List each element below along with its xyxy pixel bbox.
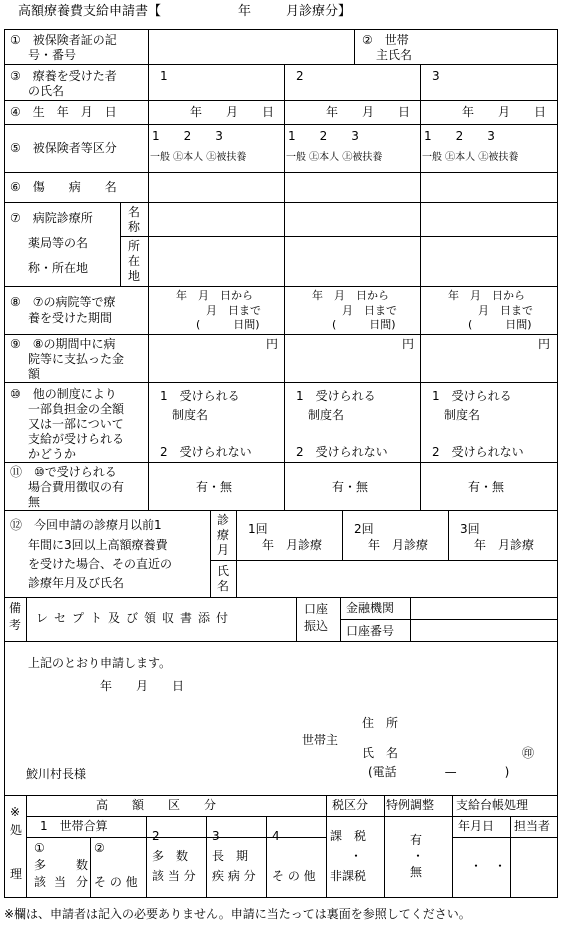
seal-mark: ㊞ [522, 746, 535, 760]
history-label: ⑫ 今回申請の診療月以前1 [10, 518, 162, 532]
account-transfer-label: 口座 [304, 602, 329, 616]
table-border-right [557, 29, 558, 898]
patient-col-1: 1 [160, 69, 168, 83]
person-in-charge-label: 担当者 [514, 819, 551, 833]
account-number-label: 口座番号 [346, 624, 395, 638]
amount-paid-label: ⑨ ⑧の期間中に病 [10, 337, 116, 351]
remarks-text: レセプト及び領収書添付 [36, 611, 235, 625]
fee-collection-label: ⑪ ⑩で受けられる [10, 465, 117, 479]
high-amount-category-label: 高 額 区 分 [96, 798, 217, 812]
special-adjust-label: 特例調整 [386, 798, 435, 812]
form-title-month: 月診療分】 [286, 4, 352, 19]
office-mark: ※ [10, 805, 21, 819]
household-total-label: 1 世帯合算 [40, 819, 108, 833]
ledger-label: 支給台帳処理 [456, 798, 529, 812]
patient-col-3: 3 [432, 69, 440, 83]
disease-name-label: ⑥ 傷 病 名 [10, 180, 117, 194]
patient-col-2: 2 [296, 69, 304, 83]
application-date: 年 月 日 [100, 679, 185, 693]
patient-name-label: ③ 療養を受けた者 [10, 69, 117, 83]
category-options-3: 一般 ㊤本人 ㊤被扶養 [422, 152, 519, 163]
address-label: 住 所 [362, 716, 399, 730]
addressee: 鮫川村長様 [26, 767, 87, 781]
form-title-year: 年 [238, 4, 252, 19]
form-title: 高額療養費支給申請書【 [18, 4, 162, 19]
birthdate-col-2: 年 月 日 [326, 105, 411, 119]
category-options-1: 一般 ㊤本人 ㊤被扶養 [150, 152, 247, 163]
householder-name-label: ② 世帯 [362, 33, 409, 47]
application-statement: 上記のとおり申請します。 [28, 656, 172, 670]
birthdate-col-3: 年 月 日 [462, 105, 547, 119]
hospital-label: ⑦ 病院診療所 [10, 211, 93, 225]
birthdate-label: ④ 生 年 月 日 [10, 105, 117, 119]
insured-category-label: ⑤ 被保険者等区分 [10, 141, 117, 155]
phone-label: (電話 — ) [368, 765, 510, 779]
bank-label: 金融機関 [346, 601, 395, 615]
tax-class-label: 税区分 [332, 798, 369, 812]
treatment-period-label: ⑧ ⑦の病院等で療 [10, 295, 116, 309]
table-border-top [4, 29, 558, 30]
table-border-left [4, 29, 5, 898]
date-label: 年月日 [458, 819, 495, 833]
category-options-2: 一般 ㊤本人 ㊤被扶養 [286, 152, 383, 163]
insured-number-label: ① 被保険者証の記 [10, 33, 117, 47]
remarks-label: 備 [9, 601, 22, 615]
name-label: 氏 名 [362, 746, 399, 760]
other-system-label: ⑩ 他の制度により [10, 387, 117, 401]
householder-label: 世帯主 [302, 733, 339, 747]
footer-note: ※欄は、申請者は記入の必要ありません。申請に当たっては裏面を参照してください。 [4, 907, 471, 921]
birthdate-col-1: 年 月 日 [190, 105, 275, 119]
table-border-bottom [4, 897, 558, 898]
